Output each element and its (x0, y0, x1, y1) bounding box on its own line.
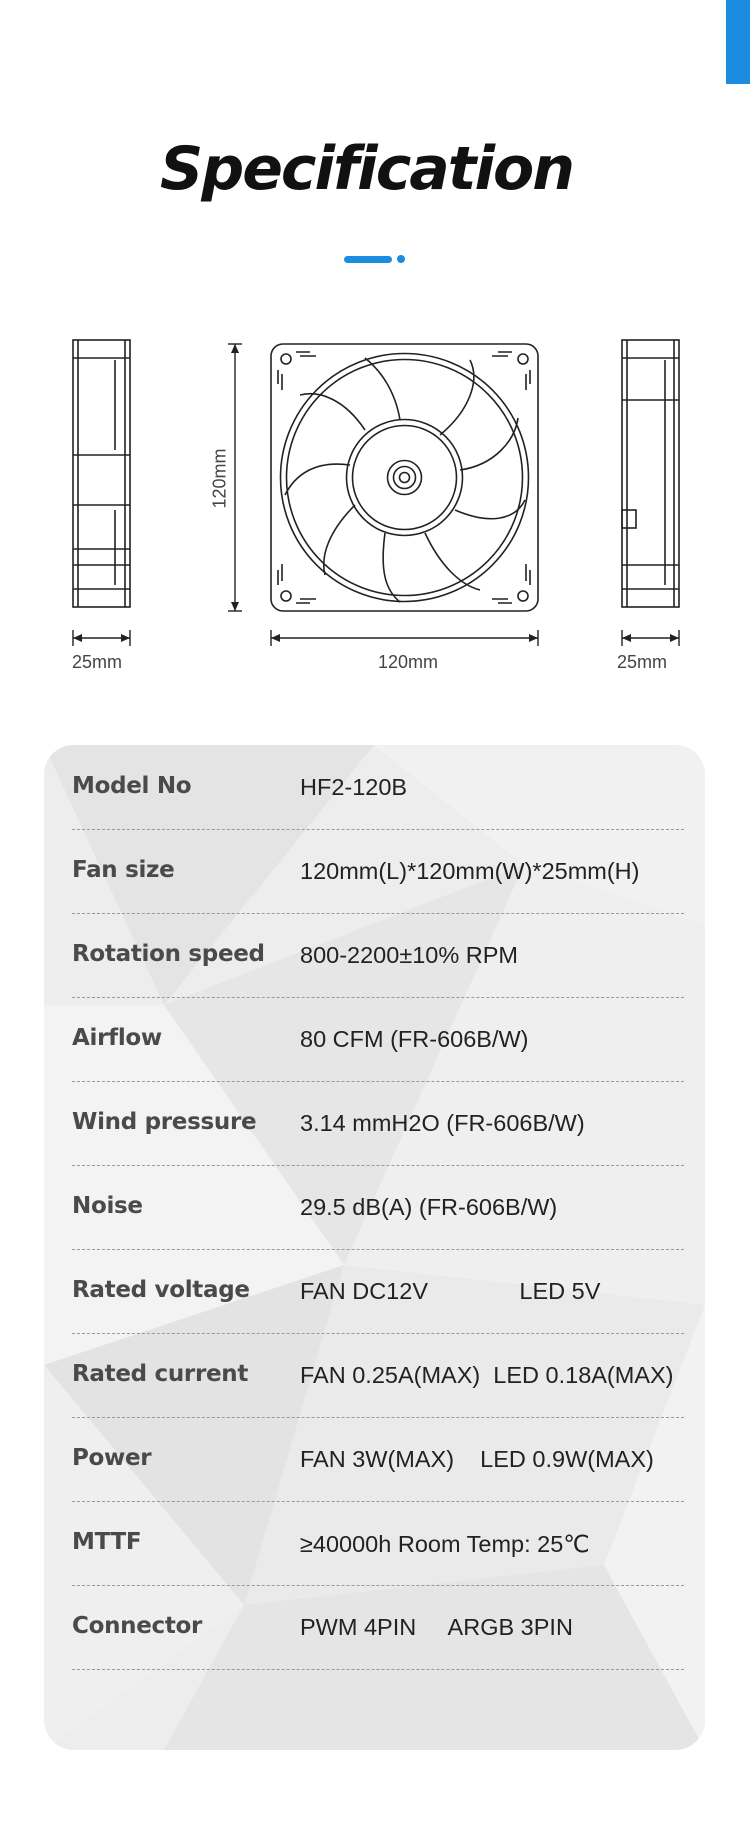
spec-row-wind-pressure (72, 1081, 684, 1166)
fan-dimension-drawing (0, 300, 750, 700)
spec-label: MTTF (72, 1529, 142, 1555)
corner-accent-tab (726, 0, 750, 84)
spec-label: Airflow (72, 1025, 162, 1051)
spec-row-airflow (72, 997, 684, 1082)
spec-value: 80 CFM (FR-606B/W) (300, 1026, 529, 1052)
spec-value: FAN 0.25A(MAX) LED 0.18A(MAX) (300, 1362, 674, 1388)
spec-value: 120mm(L)*120mm(W)*25mm(H) (300, 858, 640, 884)
dimension-lines (73, 344, 679, 646)
front-height-label: 120mm (209, 448, 230, 509)
spec-label: Rotation speed (72, 941, 265, 967)
spec-value: FAN DC12V LED 5V (300, 1278, 601, 1304)
spec-row-rotation-speed (72, 913, 684, 998)
spec-value: ≥40000h Room Temp: 25℃ (300, 1531, 590, 1557)
title-underline-bar (344, 256, 392, 263)
spec-label: Model No (72, 773, 192, 799)
spec-row-noise (72, 1165, 684, 1250)
spec-label: Fan size (72, 857, 175, 883)
spec-label: Wind pressure (72, 1109, 257, 1135)
fan-drawing-svg (0, 300, 750, 700)
spec-value: 29.5 dB(A) (FR-606B/W) (300, 1194, 558, 1220)
spec-value: FAN 3W(MAX) LED 0.9W(MAX) (300, 1446, 654, 1472)
fan-side-view-right (622, 340, 679, 607)
spec-row-model (72, 745, 684, 830)
spec-label: Connector (72, 1613, 203, 1639)
spec-value: HF2-120B (300, 774, 408, 800)
spec-row-rated-current (72, 1333, 684, 1418)
spec-label: Rated voltage (72, 1277, 250, 1303)
spec-label: Noise (72, 1193, 143, 1219)
spec-table-card (44, 745, 705, 1750)
fan-front-view (271, 344, 538, 611)
side-left-width-label: 25mm (72, 652, 123, 672)
spec-value: 3.14 mmH2O (FR-606B/W) (300, 1110, 585, 1136)
spec-value: 800-2200±10% RPM (300, 942, 518, 968)
spec-row-power (72, 1417, 684, 1502)
spec-row-connector (72, 1585, 684, 1670)
spec-row-mttf (72, 1501, 684, 1586)
side-right-width-label: 25mm (617, 652, 668, 672)
title-underline-dot (397, 255, 405, 263)
front-width-label: 120mm (378, 652, 439, 672)
page-title: Specification (160, 134, 573, 204)
spec-row-rated-voltage (72, 1249, 684, 1334)
spec-value: PWM 4PIN ARGB 3PIN (300, 1614, 573, 1640)
spec-label: Power (72, 1445, 152, 1471)
spec-label: Rated current (72, 1361, 249, 1387)
fan-side-view-left (73, 340, 130, 607)
spec-row-fan-size (72, 829, 684, 914)
